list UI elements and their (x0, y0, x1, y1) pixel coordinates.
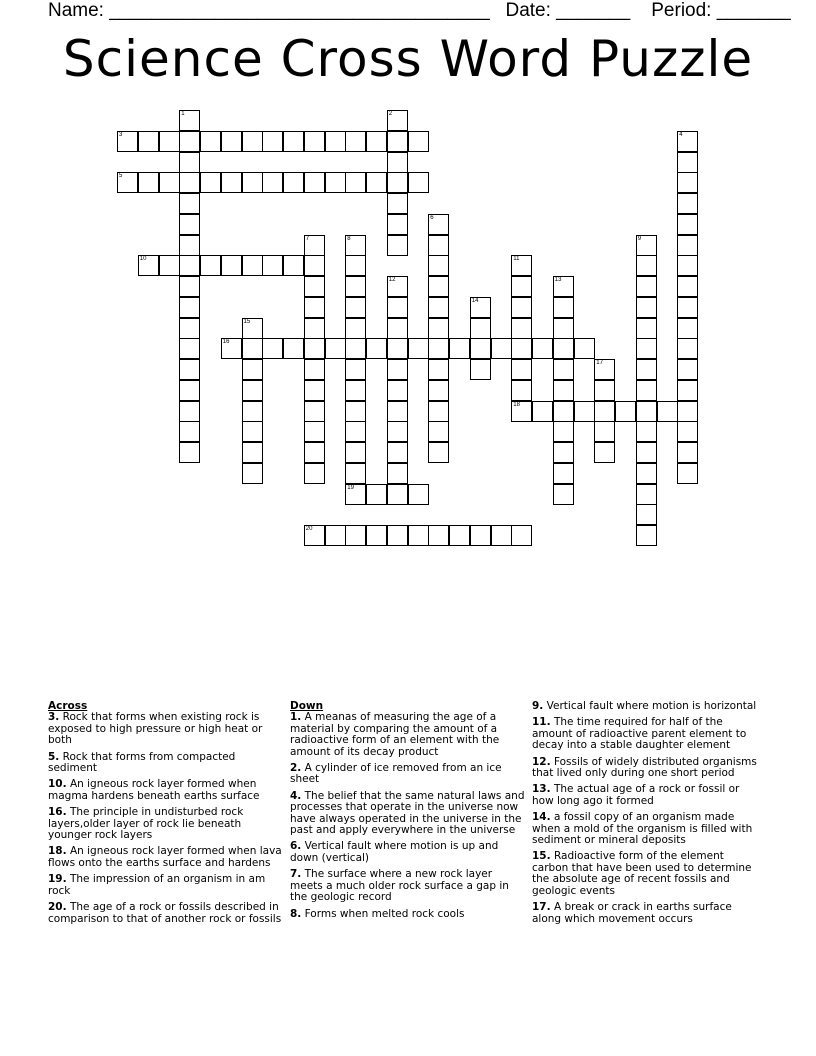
clue-number: 17. (532, 901, 551, 914)
crossword-cell[interactable] (636, 421, 657, 442)
crossword-cell[interactable] (179, 214, 200, 235)
clue-text: A meanas of measuring the age of a material by comparing the amount of a radioactive form of an element with the amount of its decay product (290, 711, 500, 758)
clue-item (532, 851, 760, 897)
crossword-cell[interactable] (553, 276, 574, 297)
crossword-cell[interactable] (117, 172, 138, 193)
clue-text: The belief that the same natural laws and processes that operate in the universe now have always operated in the universe in the past and apply everywhere in the universe (290, 789, 525, 837)
crossword-cell[interactable] (511, 297, 532, 318)
cell-number: 19 (347, 484, 354, 491)
crossword-cell[interactable] (159, 131, 180, 152)
crossword-cell[interactable] (594, 401, 615, 422)
clue-item (290, 791, 526, 837)
crossword-cell[interactable] (179, 297, 200, 318)
crossword-cell[interactable] (179, 235, 200, 256)
crossword-cell[interactable] (304, 172, 325, 193)
cell-number: 18 (513, 401, 520, 408)
clue-number: 18. (48, 845, 67, 858)
clue-item (532, 717, 760, 751)
crossword-cell[interactable] (366, 525, 387, 546)
cell-number: 12 (388, 277, 396, 283)
clue-text: Vertical fault where motion is horizontal (543, 700, 757, 712)
crossword-cell[interactable] (408, 484, 429, 505)
crossword-cell[interactable] (449, 338, 470, 359)
crossword-cell[interactable] (138, 172, 159, 193)
crossword-cell[interactable] (179, 110, 200, 131)
crossword-cell[interactable] (553, 338, 574, 359)
clue-number: 4. (290, 789, 302, 802)
clue-text: The principle in undisturbed rock layers,older layer of rock lie beneath younger rock layers (48, 806, 244, 842)
crossword-cell[interactable] (179, 380, 200, 401)
cell-number: 1 (181, 111, 185, 117)
crossword-cell[interactable] (449, 525, 470, 546)
cell-number: 16 (222, 339, 230, 346)
crossword-cell[interactable] (387, 380, 408, 401)
crossword-cell[interactable] (179, 401, 200, 422)
crossword-cell[interactable] (179, 442, 200, 463)
crossword-cell[interactable] (408, 525, 429, 546)
clue-text: Radioactive form of the element carbon that have been used to determine the absolute age of recent fossils and geologic events (532, 850, 752, 897)
crossword-cell[interactable] (179, 359, 200, 380)
across-clues-column (48, 701, 283, 930)
clue-text: a fossil copy of an organism made when a mold of the organism is filled with sediment or mineral deposits (532, 811, 753, 847)
crossword-cell[interactable] (242, 380, 263, 401)
crossword-cell[interactable] (283, 338, 304, 359)
clue-text: Forms when melted rock cools (301, 907, 465, 920)
crossword-cell[interactable] (200, 172, 221, 193)
cell-number: 20 (305, 526, 313, 532)
crossword-cell[interactable] (325, 525, 346, 546)
crossword-cell[interactable] (408, 131, 429, 152)
clue-text: An igneous rock layer formed when magma hardens beneath earths surface (48, 778, 260, 802)
crossword-cell[interactable] (345, 442, 366, 463)
crossword-cell[interactable] (345, 131, 366, 152)
clue-number: 14. (532, 811, 551, 824)
crossword-cell[interactable] (242, 172, 263, 193)
crossword-cell[interactable] (304, 421, 325, 442)
crossword-cell[interactable] (636, 463, 657, 484)
crossword-cell[interactable] (304, 235, 325, 256)
crossword-cell[interactable] (345, 421, 366, 442)
crossword-cell[interactable] (179, 421, 200, 442)
clue-number: 12. (532, 755, 551, 768)
clue-number: 8. (290, 907, 302, 920)
crossword-cell[interactable] (283, 131, 304, 152)
crossword-cell[interactable] (200, 255, 221, 276)
crossword-cell[interactable] (428, 338, 449, 359)
cell-number: 11 (513, 256, 520, 263)
crossword-cell[interactable] (242, 359, 263, 380)
crossword-cell[interactable] (677, 380, 698, 401)
clue-item (290, 909, 526, 920)
crossword-cell[interactable] (428, 525, 449, 546)
crossword-cell[interactable] (553, 421, 574, 442)
cell-number: 10 (139, 256, 147, 263)
crossword-cell[interactable] (221, 255, 242, 276)
crossword-cell[interactable] (677, 338, 698, 359)
crossword-cell[interactable] (553, 318, 574, 339)
crossword-cell[interactable] (677, 235, 698, 256)
crossword-cell[interactable] (594, 359, 615, 380)
crossword-cell[interactable] (304, 525, 325, 546)
crossword-cell[interactable] (470, 338, 491, 359)
crossword-cell[interactable] (387, 297, 408, 318)
crossword-cell[interactable] (636, 338, 657, 359)
crossword-cell[interactable] (345, 380, 366, 401)
crossword-cell[interactable] (428, 380, 449, 401)
crossword-cell[interactable] (387, 193, 408, 214)
crossword-cell[interactable] (387, 401, 408, 422)
crossword-cell[interactable] (179, 152, 200, 173)
crossword-cell[interactable] (283, 255, 304, 276)
crossword-cell[interactable] (304, 276, 325, 297)
crossword-cell[interactable] (677, 276, 698, 297)
cell-number: 14 (471, 297, 479, 304)
clue-text: The time required for half of the amount of radioactive parent element to decay into a stable daughter element (532, 716, 747, 752)
clue-text: The actual age of a rock or fossil or how long ago it formed (532, 783, 740, 807)
crossword-cell[interactable] (428, 421, 449, 442)
clue-text: The impression of an organism in am rock (48, 873, 266, 897)
clue-number: 11. (532, 716, 551, 729)
clue-item (532, 902, 760, 925)
clue-number: 19. (48, 873, 67, 886)
crossword-cell[interactable] (615, 401, 636, 422)
cell-number: 13 (554, 277, 562, 283)
clue-item (48, 902, 283, 925)
crossword-cell[interactable] (428, 255, 449, 276)
clue-item (48, 752, 283, 775)
crossword-cell[interactable] (636, 380, 657, 401)
cell-number: 3 (119, 131, 123, 138)
crossword-cell[interactable] (345, 463, 366, 484)
crossword-cell[interactable] (387, 318, 408, 339)
crossword-cell[interactable] (159, 255, 180, 276)
crossword-cell[interactable] (677, 172, 698, 193)
crossword-cell[interactable] (159, 172, 180, 193)
crossword-cell[interactable] (532, 401, 553, 422)
crossword-cell[interactable] (221, 172, 242, 193)
crossword-cell[interactable] (242, 421, 263, 442)
across-clue-list (48, 712, 283, 925)
clue-text: An igneous rock layer formed when lava flows onto the earths surface and hardens (48, 845, 282, 869)
crossword-cell[interactable] (179, 318, 200, 339)
down-clues-column (290, 701, 526, 925)
crossword-cell[interactable] (304, 380, 325, 401)
down-clue-list-continued (532, 701, 760, 925)
crossword-cell[interactable] (511, 525, 532, 546)
page-title: Science Cross Word Puzzle (62, 30, 754, 88)
crossword-cell[interactable] (304, 318, 325, 339)
down-heading: Down (290, 700, 324, 712)
crossword-cell[interactable] (511, 276, 532, 297)
crossword-cell[interactable] (387, 214, 408, 235)
crossword-cell[interactable] (553, 463, 574, 484)
crossword-cell[interactable] (636, 276, 657, 297)
crossword-cell[interactable] (117, 131, 138, 152)
crossword-cell[interactable] (387, 276, 408, 297)
clue-item (48, 712, 283, 746)
crossword-cell[interactable] (138, 255, 159, 276)
clue-text: Vertical fault where motion is up and down (vertical) (290, 840, 499, 864)
crossword-cell[interactable] (179, 172, 200, 193)
crossword-cell[interactable] (179, 338, 200, 359)
crossword-cell[interactable] (242, 442, 263, 463)
clue-item (290, 712, 526, 758)
crossword-cell[interactable] (179, 255, 200, 276)
clue-item (532, 701, 760, 712)
crossword-cell[interactable] (304, 463, 325, 484)
crossword-cell[interactable] (532, 338, 553, 359)
crossword-cell[interactable] (408, 172, 429, 193)
cell-number: 15 (243, 318, 251, 325)
crossword-cell[interactable] (262, 172, 283, 193)
crossword-cell[interactable] (470, 359, 491, 380)
crossword-cell[interactable] (304, 401, 325, 422)
clue-item (532, 757, 760, 780)
crossword-cell[interactable] (325, 131, 346, 152)
crossword-cell[interactable] (677, 297, 698, 318)
crossword-cell[interactable] (325, 172, 346, 193)
crossword-cell[interactable] (366, 172, 387, 193)
crossword-cell[interactable] (574, 401, 595, 422)
crossword-cell[interactable] (283, 172, 304, 193)
cell-number: 6 (430, 214, 434, 221)
crossword-cell[interactable] (428, 359, 449, 380)
crossword-cell[interactable] (553, 380, 574, 401)
crossword-cell[interactable] (636, 318, 657, 339)
crossword-cell[interactable] (179, 193, 200, 214)
header-fields: Name: ____________________________________ Date: _______ Period: _______ (48, 0, 791, 21)
crossword-cell[interactable] (242, 338, 263, 359)
crossword-cell[interactable] (345, 359, 366, 380)
crossword-cell[interactable] (636, 484, 657, 505)
crossword-cell[interactable] (677, 255, 698, 276)
crossword-cell[interactable] (408, 338, 429, 359)
crossword-cell[interactable] (677, 442, 698, 463)
crossword-cell[interactable] (677, 193, 698, 214)
crossword-cell[interactable] (387, 484, 408, 505)
crossword-cell[interactable] (677, 359, 698, 380)
crossword-cell[interactable] (262, 338, 283, 359)
crossword-cell[interactable] (345, 484, 366, 505)
crossword-cell[interactable] (345, 525, 366, 546)
crossword-cell[interactable] (304, 359, 325, 380)
crossword-cell[interactable] (262, 131, 283, 152)
crossword-cell[interactable] (387, 172, 408, 193)
crossword-cell[interactable] (491, 525, 512, 546)
crossword-cell[interactable] (345, 297, 366, 318)
crossword-cell[interactable] (304, 297, 325, 318)
crossword-cell[interactable] (677, 421, 698, 442)
crossword-cell[interactable] (574, 338, 595, 359)
cell-number: 4 (679, 131, 683, 138)
crossword-cell[interactable] (636, 442, 657, 463)
crossword-cell[interactable] (677, 463, 698, 484)
crossword-cell[interactable] (636, 359, 657, 380)
crossword-cell[interactable] (387, 359, 408, 380)
crossword-cell[interactable] (387, 131, 408, 152)
crossword-cell[interactable] (511, 401, 532, 422)
crossword-cell[interactable] (387, 338, 408, 359)
cell-number: 7 (305, 235, 310, 242)
crossword-cell[interactable] (428, 318, 449, 339)
cell-number: 17 (596, 360, 603, 366)
crossword-cell[interactable] (345, 235, 366, 256)
crossword-cell[interactable] (428, 401, 449, 422)
crossword-cell[interactable] (636, 297, 657, 318)
clue-text: Rock that forms from compacted sediment (48, 750, 236, 775)
crossword-cell[interactable] (511, 338, 532, 359)
crossword-cell[interactable] (428, 214, 449, 235)
cell-number: 5 (119, 173, 123, 180)
crossword-cell[interactable] (242, 401, 263, 422)
crossword-cell[interactable] (553, 359, 574, 380)
cell-number: 9 (637, 235, 642, 242)
clue-text: The surface where a new rock layer meets a much older rock surface a gap in the geologic record (290, 868, 509, 904)
crossword-cell[interactable] (553, 442, 574, 463)
crossword-cell[interactable] (428, 235, 449, 256)
crossword-cell[interactable] (470, 525, 491, 546)
clue-number: 1. (290, 711, 302, 724)
clue-item (48, 779, 283, 802)
clue-number: 9. (532, 700, 544, 712)
clue-item (48, 807, 283, 841)
crossword-cell[interactable] (553, 484, 574, 505)
crossword-cell[interactable] (511, 359, 532, 380)
crossword-cell[interactable] (428, 297, 449, 318)
crossword-cell[interactable] (345, 401, 366, 422)
clue-number: 5. (48, 750, 60, 763)
clue-number: 13. (532, 783, 551, 796)
clue-number: 16. (48, 806, 67, 819)
crossword-cell[interactable] (304, 131, 325, 152)
clue-text: A break or crack in earths surface along which movement occurs (532, 901, 732, 925)
crossword-cell[interactable] (325, 338, 346, 359)
crossword-cell[interactable] (553, 401, 574, 422)
crossword-cell[interactable] (657, 401, 678, 422)
clue-item (290, 869, 526, 903)
crossword-cell[interactable] (345, 338, 366, 359)
crossword-cell[interactable] (470, 318, 491, 339)
crossword-cell[interactable] (387, 442, 408, 463)
crossword-cell[interactable] (636, 525, 657, 546)
crossword-cell[interactable] (594, 421, 615, 442)
crossword-cell[interactable] (511, 318, 532, 339)
crossword-cell[interactable] (677, 401, 698, 422)
crossword-cell[interactable] (677, 152, 698, 173)
clue-item (532, 784, 760, 807)
crossword-cell[interactable] (304, 442, 325, 463)
crossword-cell[interactable] (242, 318, 263, 339)
cell-number: 2 (388, 111, 393, 117)
clue-number: 20. (48, 901, 67, 914)
crossword-cell[interactable] (345, 172, 366, 193)
clue-item (290, 763, 526, 786)
clue-number: 3. (48, 711, 60, 724)
clue-text: The age of a rock or fossils described in comparison to that of another rock or fossils (48, 901, 282, 925)
down-clue-list (290, 712, 526, 920)
crossword-cell[interactable] (428, 442, 449, 463)
crossword-cell[interactable] (345, 276, 366, 297)
crossword-cell[interactable] (366, 131, 387, 152)
clue-item (532, 812, 760, 846)
crossword-cell[interactable] (262, 255, 283, 276)
clue-number: 10. (48, 778, 67, 791)
crossword-cell[interactable] (636, 235, 657, 256)
clue-item (290, 841, 526, 864)
down-clues-column-continued (532, 701, 760, 930)
crossword-cell[interactable] (345, 318, 366, 339)
crossword-cell[interactable] (304, 338, 325, 359)
clue-text: Fossils of widely distributed organisms that lived only during one short period (532, 755, 757, 780)
crossword-cell[interactable] (387, 235, 408, 256)
crossword-cell[interactable] (179, 276, 200, 297)
crossword-cell[interactable] (387, 463, 408, 484)
crossword-cell[interactable] (304, 255, 325, 276)
crossword-cell[interactable] (594, 380, 615, 401)
clue-item (48, 846, 283, 869)
crossword-cell[interactable] (345, 255, 366, 276)
across-heading: Across (48, 700, 88, 712)
crossword-cell[interactable] (242, 255, 263, 276)
crossword-cell[interactable] (138, 131, 159, 152)
crossword-cell[interactable] (677, 131, 698, 152)
clue-text: Rock that forms when existing rock is exposed to high pressure or high heat or both (48, 711, 263, 747)
crossword-cell[interactable] (470, 297, 491, 318)
clue-number: 7. (290, 868, 302, 881)
crossword-cell[interactable] (221, 338, 242, 359)
crossword-cell[interactable] (511, 380, 532, 401)
crossword-cell[interactable] (636, 401, 657, 422)
crossword-cell[interactable] (594, 442, 615, 463)
crossword-cell[interactable] (366, 338, 387, 359)
clue-number: 15. (532, 850, 551, 863)
crossword-cell[interactable] (636, 504, 657, 525)
crossword-cell[interactable] (677, 318, 698, 339)
crossword-cell[interactable] (221, 131, 242, 152)
crossword-cell[interactable] (553, 297, 574, 318)
crossword-cell[interactable] (200, 131, 221, 152)
crossword-cell[interactable] (387, 421, 408, 442)
crossword-cell[interactable] (677, 214, 698, 235)
crossword-cell[interactable] (242, 463, 263, 484)
crossword-cell[interactable] (491, 338, 512, 359)
crossword-cell[interactable] (511, 255, 532, 276)
crossword-cell[interactable] (387, 152, 408, 173)
crossword-cell[interactable] (366, 484, 387, 505)
crossword-cell[interactable] (242, 131, 263, 152)
crossword-cell[interactable] (387, 110, 408, 131)
clue-number: 6. (290, 840, 302, 853)
crossword-cell[interactable] (428, 276, 449, 297)
crossword-cell[interactable] (179, 131, 200, 152)
clue-number: 2. (290, 762, 302, 775)
clue-item (48, 874, 283, 897)
cell-number: 8 (347, 235, 351, 242)
crossword-cell[interactable] (636, 255, 657, 276)
clue-text: A cylinder of ice removed from an ice sheet (290, 762, 502, 786)
crossword-cell[interactable] (387, 525, 408, 546)
